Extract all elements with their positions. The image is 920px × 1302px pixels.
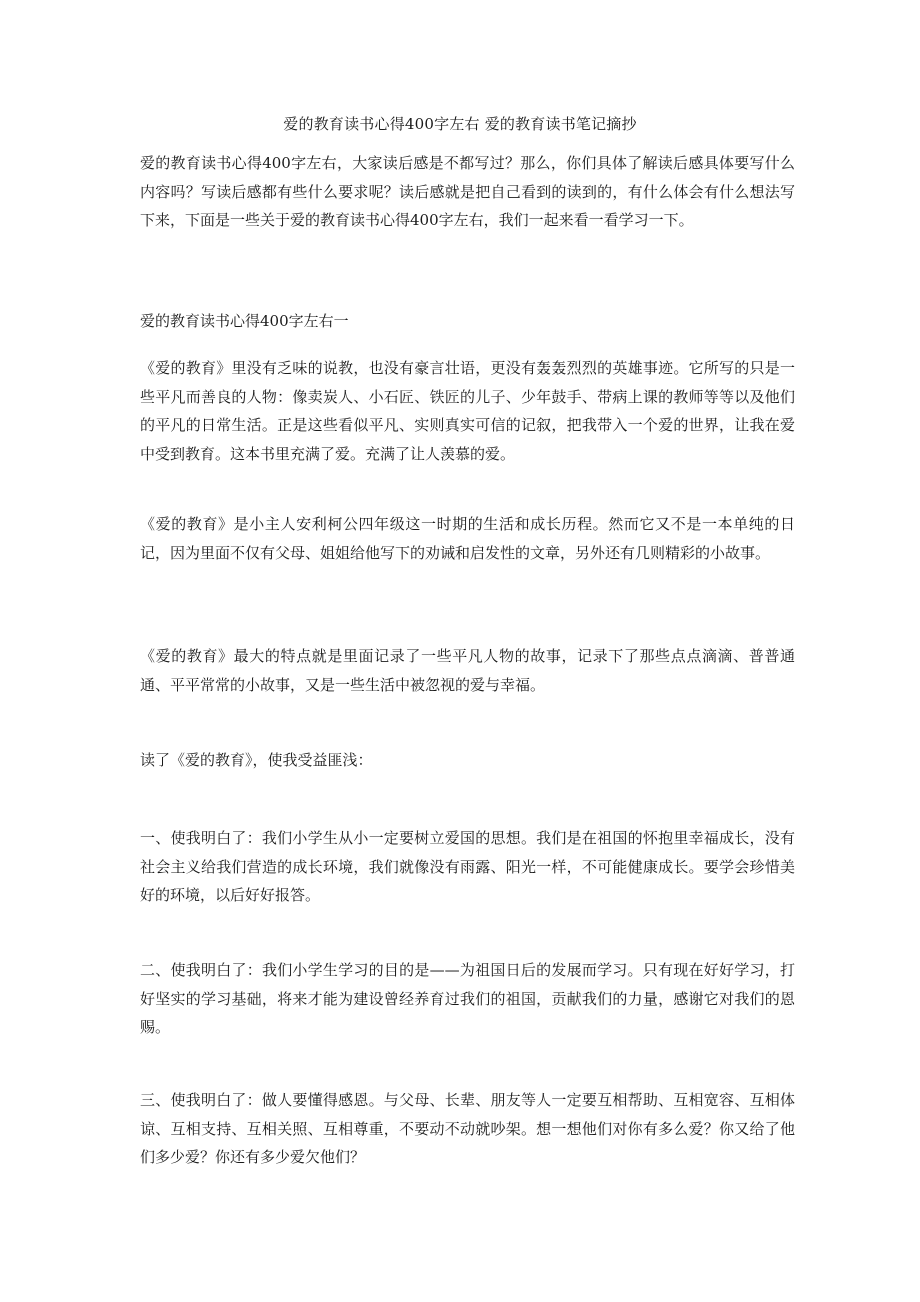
section-heading: 爱的教育读书心得400字左右一 — [140, 312, 349, 330]
body-paragraph: 《爱的教育》是小主人安利柯公四年级这一时期的生活和成长历程。然而它又不是一本单纯的日记，因为里面不仅有父母、姐姐给他写下的劝诫和启发性的文章，另外还有几则精彩的小故事。 — [140, 515, 795, 562]
body-paragraph: 《爱的教育》里没有乏味的说教，也没有豪言壮语，更没有轰轰烈烈的英雄事迹。它所写的只是一些平凡而善良的人物：像卖炭人、小石匠、铁匠的儿子、少年鼓手、带病上课的教师等等以及他们的平凡的日常生活。正是这些看似平凡、实则真实可信的记叙，把我带入一个爱的世界，让我在爱中受到教育。这本书里充满了爱。充满了让人羡慕的爱。 — [140, 359, 795, 463]
intro-paragraph: 爱的教育读书心得400字左右，大家读后感是不都写过？那么，你们具体了解读后感具体要写什么内容吗？写读后感都有些什么要求呢？读后感就是把自己看到的读到的，有什么体会有什么想法写下来，下面是一些关于爱的教育读书心得400字左右，我们一起来看一看学习一下。 — [140, 154, 795, 229]
body-paragraph: 一、使我明白了：我们小学生从小一定要树立爱国的思想。我们是在祖国的怀抱里幸福成长，没有社会主义给我们营造的成长环境，我们就像没有雨露、阳光一样，不可能健康成长。要学会珍惜美好的环境，以后好好报答。 — [140, 829, 795, 904]
body-paragraph: 读了《爱的教育》，使我受益匪浅： — [140, 751, 373, 769]
body-paragraph: 《爱的教育》最大的特点就是里面记录了一些平凡人物的故事，记录下了那些点点滴滴、普普通通、平平常常的小故事，又是一些生活中被忽视的爱与幸福。 — [140, 647, 795, 694]
body-paragraph: 二、使我明白了：我们小学生学习的目的是——为祖国日后的发展而学习。只有现在好好学习，打好坚实的学习基础，将来才能为建设曾经养育过我们的祖国，贡献我们的力量，感谢它对我们的恩赐。 — [140, 961, 795, 1036]
document-title: 爱的教育读书心得400字左右 爱的教育读书笔记摘抄 — [283, 115, 637, 133]
body-paragraph: 三、使我明白了：做人要懂得感恩。与父母、长辈、朋友等人一定要互相帮助、互相宽容、互相体谅、互相支持、互相关照、互相尊重，不要动不动就吵架。想一想他们对你有多么爱？你又给了他们多少爱？你还有多少爱欠他们？ — [140, 1091, 795, 1166]
